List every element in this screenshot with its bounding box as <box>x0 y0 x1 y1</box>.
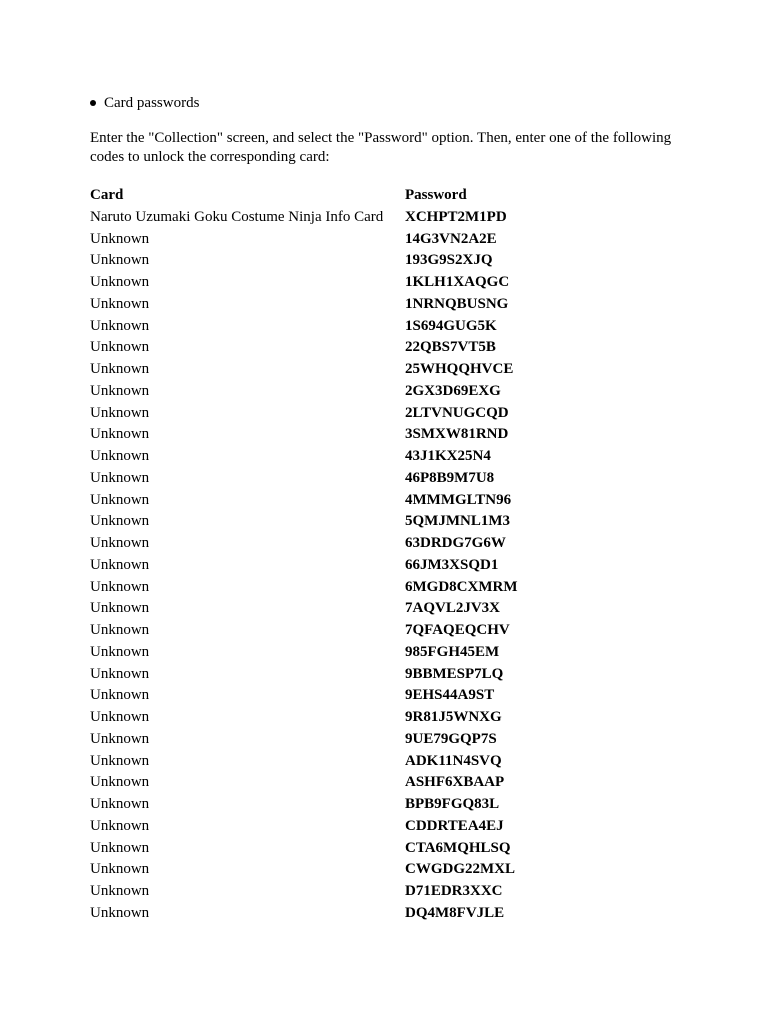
card-name-cell: Unknown <box>90 491 150 508</box>
password-cell: 63DRDG7G6W <box>405 535 506 551</box>
password-cell: 9R81J5WNXG <box>405 709 502 725</box>
card-name-cell: Unknown <box>90 796 150 812</box>
table-row <box>90 555 690 577</box>
password-table <box>90 185 690 925</box>
table-row <box>90 468 690 490</box>
card-name-cell: Unknown <box>90 274 150 290</box>
table-row <box>90 359 690 381</box>
card-name-cell: Unknown <box>90 513 150 530</box>
password-cell: 2GX3D69EXG <box>405 382 501 399</box>
card-name-cell: Unknown <box>90 339 150 356</box>
card-name-cell: Unknown <box>90 643 150 660</box>
table-row <box>90 903 690 925</box>
table-row <box>90 403 690 425</box>
table-row <box>90 294 690 316</box>
table-row <box>90 751 690 773</box>
card-name-cell: Unknown <box>90 382 150 399</box>
card-name-cell: Unknown <box>90 622 150 638</box>
table-row <box>90 381 690 403</box>
header-password: Password <box>405 187 467 203</box>
password-cell: 22QBS7VT5B <box>405 339 496 356</box>
table-row <box>90 772 690 794</box>
card-name-cell: Unknown <box>90 774 150 791</box>
card-name-cell: Unknown <box>90 817 150 834</box>
card-name-cell: Unknown <box>90 426 150 443</box>
table-row <box>90 598 690 620</box>
table-row <box>90 729 690 751</box>
password-cell: 1S694GUG5K <box>405 317 497 334</box>
card-name-cell: Unknown <box>90 687 150 704</box>
table-row <box>90 859 690 881</box>
password-cell: 5QMJMNL1M3 <box>405 513 510 530</box>
table-row <box>90 316 690 338</box>
table-row <box>90 707 690 729</box>
card-name-cell: Unknown <box>90 883 150 899</box>
table-row <box>90 490 690 512</box>
card-name-cell: Unknown <box>90 839 150 856</box>
password-cell: 66JM3XSQD1 <box>405 556 499 573</box>
password-cell: XCHPT2M1PD <box>405 208 507 225</box>
password-cell: 25WHQQHVCE <box>405 361 514 377</box>
card-name-cell: Unknown <box>90 600 150 617</box>
password-cell: 2LTVNUGCQD <box>405 404 509 421</box>
password-cell: 3SMXW81RND <box>405 426 509 443</box>
password-cell: 43J1KX25N4 <box>405 448 491 464</box>
card-name-cell: Unknown <box>90 404 150 421</box>
table-row <box>90 424 690 446</box>
intro-paragraph: Enter the "Collection" screen, and select the "Password" option. Then, enter one of the following codes to unlock the corresponding card: <box>90 130 672 165</box>
card-name-cell: Unknown <box>90 361 150 377</box>
bullet-icon <box>90 100 96 106</box>
card-name-cell: Unknown <box>90 578 150 595</box>
table-row <box>90 838 690 860</box>
card-name-cell: Unknown <box>90 252 150 269</box>
password-cell: BPB9FGQ83L <box>405 796 500 812</box>
table-row <box>90 794 690 816</box>
table-row <box>90 816 690 838</box>
password-cell: 46P8B9M7U8 <box>405 469 495 486</box>
card-name-cell: Unknown <box>90 295 150 312</box>
card-name-cell: Unknown <box>90 904 150 921</box>
card-name-cell: Unknown <box>90 709 150 725</box>
password-cell: 193G9S2XJQ <box>405 252 493 269</box>
card-name-cell: Unknown <box>90 317 150 334</box>
password-cell: 1KLH1XAQGC <box>405 274 510 290</box>
section-bullet <box>90 93 199 113</box>
table-row <box>90 511 690 533</box>
table-row <box>90 250 690 272</box>
password-cell: 9BBMESP7LQ <box>405 665 504 682</box>
card-name-cell: Unknown <box>90 230 150 247</box>
table-row <box>90 577 690 599</box>
card-name-cell: Unknown <box>90 556 150 573</box>
table-row <box>90 446 690 468</box>
card-name-cell: Unknown <box>90 448 150 464</box>
password-cell: 7QFAQEQCHV <box>405 622 510 638</box>
password-cell: CTA6MQHLSQ <box>405 839 511 856</box>
password-cell: CDDRTEA4EJ <box>405 817 504 834</box>
table-row <box>90 664 690 686</box>
table-header-row <box>90 185 690 207</box>
password-cell: 985FGH45EM <box>405 643 500 660</box>
table-row <box>90 685 690 707</box>
table-row <box>90 337 690 359</box>
password-cell: 6MGD8CXMRM <box>405 578 518 595</box>
table-row <box>90 229 690 251</box>
card-name-cell: Naruto Uzumaki Goku Costume Ninja Info Card <box>90 208 384 225</box>
password-cell: ADK11N4SVQ <box>405 752 502 769</box>
card-name-cell: Unknown <box>90 665 150 682</box>
password-cell: DQ4M8FVJLE <box>405 904 505 921</box>
table-row <box>90 272 690 294</box>
card-name-cell: Unknown <box>90 730 150 747</box>
password-cell: 14G3VN2A2E <box>405 230 497 247</box>
password-cell: 4MMMGLTN96 <box>405 491 512 508</box>
table-row <box>90 207 690 229</box>
password-cell: 7AQVL2JV3X <box>405 600 501 617</box>
table-row <box>90 533 690 555</box>
password-cell: 9EHS44A9ST <box>405 687 495 704</box>
table-row <box>90 642 690 664</box>
card-name-cell: Unknown <box>90 469 150 486</box>
card-name-cell: Unknown <box>90 535 150 551</box>
password-cell: D71EDR3XXC <box>405 883 503 899</box>
password-cell: 9UE79GQP7S <box>405 730 497 747</box>
card-name-cell: Unknown <box>90 861 150 878</box>
password-cell: ASHF6XBAAP <box>405 774 505 791</box>
section-title: Card passwords <box>104 95 200 111</box>
password-cell: CWGDG22MXL <box>405 861 515 878</box>
password-cell: 1NRNQBUSNG <box>405 295 509 312</box>
table-row <box>90 620 690 642</box>
card-name-cell: Unknown <box>90 752 150 769</box>
header-card: Card <box>90 187 124 203</box>
table-row <box>90 881 690 903</box>
